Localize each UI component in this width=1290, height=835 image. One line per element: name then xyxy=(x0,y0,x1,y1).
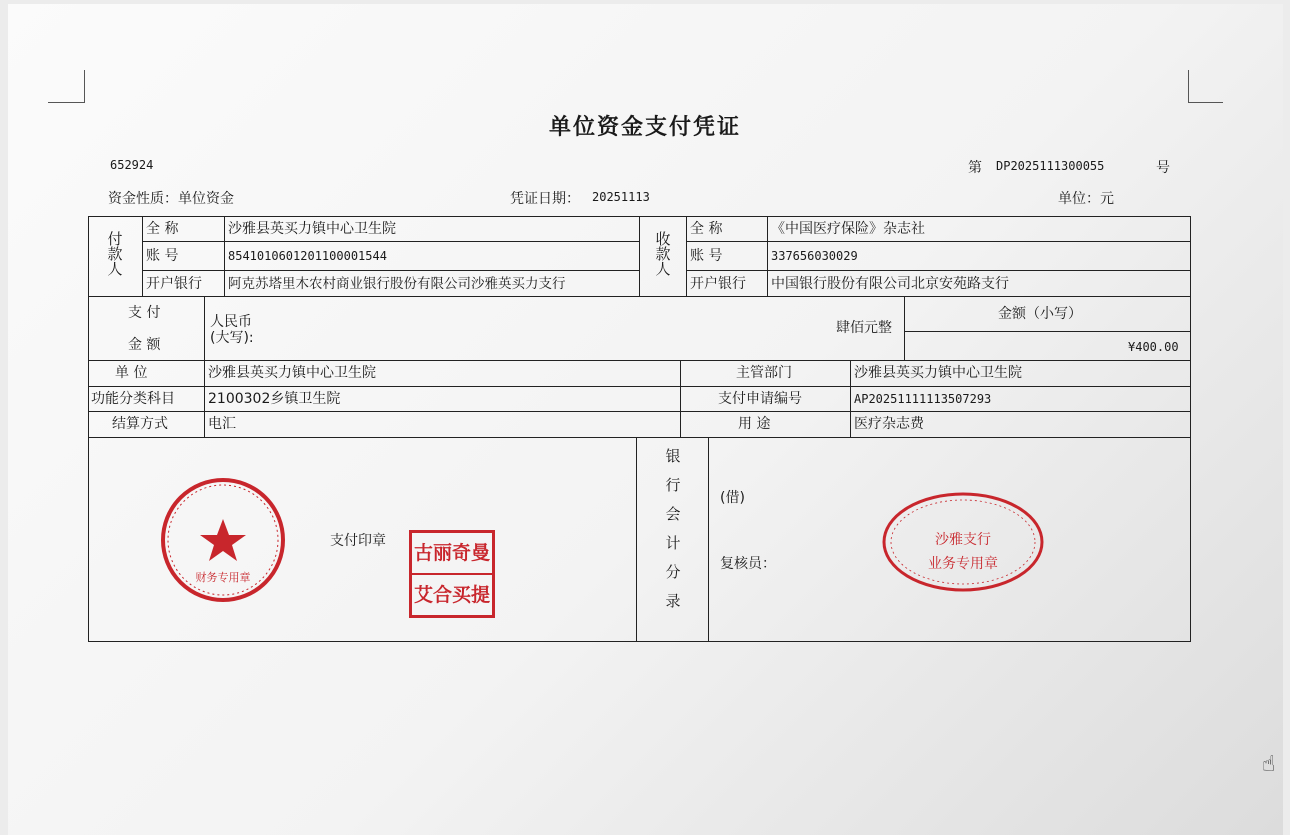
grid-line xyxy=(850,360,851,437)
use-value: 医疗杂志费 xyxy=(854,416,924,432)
grid-line xyxy=(88,296,1191,297)
payee-account-label: 账 号 xyxy=(690,248,723,264)
payer-name-label: 全 称 xyxy=(146,221,179,237)
grid-line xyxy=(88,360,1191,361)
payee-bank-label: 开户银行 xyxy=(690,276,746,292)
payee-bank: 中国银行股份有限公司北京安苑路支行 xyxy=(771,276,1009,292)
settle-label: 结算方式 xyxy=(112,416,168,432)
dept-value: 沙雅县英买力镇中心卫生院 xyxy=(854,365,1022,381)
payer-account: 8541010601201100001544 xyxy=(228,249,387,263)
unit-field-label: 单 位 xyxy=(115,365,148,381)
amount-label-line1: 支 付 xyxy=(128,305,161,321)
grid-line xyxy=(708,437,709,642)
grid-line xyxy=(686,270,1191,271)
grid-line xyxy=(142,241,639,242)
document-code: 652924 xyxy=(110,158,154,172)
amount-label-line2: 金 额 xyxy=(128,337,161,353)
payee-account: 337656030029 xyxy=(771,249,858,263)
grid-line xyxy=(636,437,637,642)
payee-name-label: 全 称 xyxy=(690,221,723,237)
grid-line xyxy=(904,296,905,360)
amount-currency: 人民币 xyxy=(210,314,252,330)
grid-line xyxy=(142,216,143,296)
grid-line xyxy=(224,216,225,296)
grid-line xyxy=(88,437,1191,438)
grid-line xyxy=(680,360,681,437)
payee-name: 《中国医疗保险》杂志社 xyxy=(771,221,925,237)
payer-name: 沙雅县英买力镇中心卫生院 xyxy=(228,221,396,237)
bank-seal-line1: 沙雅支行 xyxy=(935,532,991,548)
finance-seal xyxy=(158,475,288,605)
apply-value: AP20251111113507293 xyxy=(854,392,992,406)
fund-nature: 资金性质：单位资金 xyxy=(108,191,234,207)
grid-line xyxy=(904,331,1191,332)
payer-bank-label: 开户银行 xyxy=(146,276,202,292)
use-label: 用 途 xyxy=(738,416,771,432)
settle-value: 电汇 xyxy=(208,416,236,432)
voucher-number: DP2025111300055 xyxy=(996,159,1105,173)
number-prefix: 第 xyxy=(968,160,982,176)
document-title: 单位资金支付凭证 xyxy=(548,115,741,140)
amount-capital: 肆佰元整 xyxy=(836,320,892,336)
unit-label: 单位：元 xyxy=(1058,191,1114,207)
hand-cursor-icon: ☝ xyxy=(1262,752,1276,777)
crop-mark-top-left xyxy=(48,70,85,103)
grid-line xyxy=(88,386,1191,387)
voucher-date: 20251113 xyxy=(592,190,650,204)
amount-small-label: 金额（小写） xyxy=(998,306,1082,322)
grid-line xyxy=(639,216,640,296)
grid-line xyxy=(204,296,205,437)
amount-small: ¥400.00 xyxy=(1128,340,1179,354)
number-suffix: 号 xyxy=(1156,160,1170,176)
payer-bank: 阿克苏塔里木农村商业银行股份有限公司沙雅英买力支行 xyxy=(228,276,566,292)
crop-mark-top-right xyxy=(1188,70,1223,103)
grid-line xyxy=(88,411,1191,412)
personal-stamp-line2: 艾合买提 xyxy=(413,584,490,606)
voucher-date-label: 凭证日期： xyxy=(510,191,580,207)
grid-line xyxy=(142,270,639,271)
finance-seal-text: 财务专用章 xyxy=(195,571,251,584)
reviewer-label: 复核员： xyxy=(720,556,776,572)
dept-label: 主管部门 xyxy=(736,365,792,381)
personal-name-stamp xyxy=(409,530,495,618)
personal-stamp-line1: 古丽奇曼 xyxy=(412,533,492,575)
bank-seal xyxy=(880,490,1046,594)
amount-capital-hint: (大写): xyxy=(210,330,254,346)
apply-label: 支付申请编号 xyxy=(718,391,802,407)
payer-account-label: 账 号 xyxy=(146,248,179,264)
func-label: 功能分类科目 xyxy=(91,391,175,407)
payee-side-label: 收款人 xyxy=(655,230,671,278)
grid-line xyxy=(686,241,1191,242)
pay-stamp-label: 支付印章 xyxy=(330,533,386,549)
func-value: 2100302乡镇卫生院 xyxy=(208,391,341,407)
debit-label: (借) xyxy=(720,490,745,506)
payer-side-label: 付款人 xyxy=(107,230,123,278)
unit-field-value: 沙雅县英买力镇中心卫生院 xyxy=(208,365,376,381)
bank-seal-line2: 业务专用章 xyxy=(928,556,998,572)
bank-accounting-label: 银行会计分录 xyxy=(665,447,681,610)
grid-line xyxy=(767,216,768,296)
grid-line xyxy=(686,216,687,296)
